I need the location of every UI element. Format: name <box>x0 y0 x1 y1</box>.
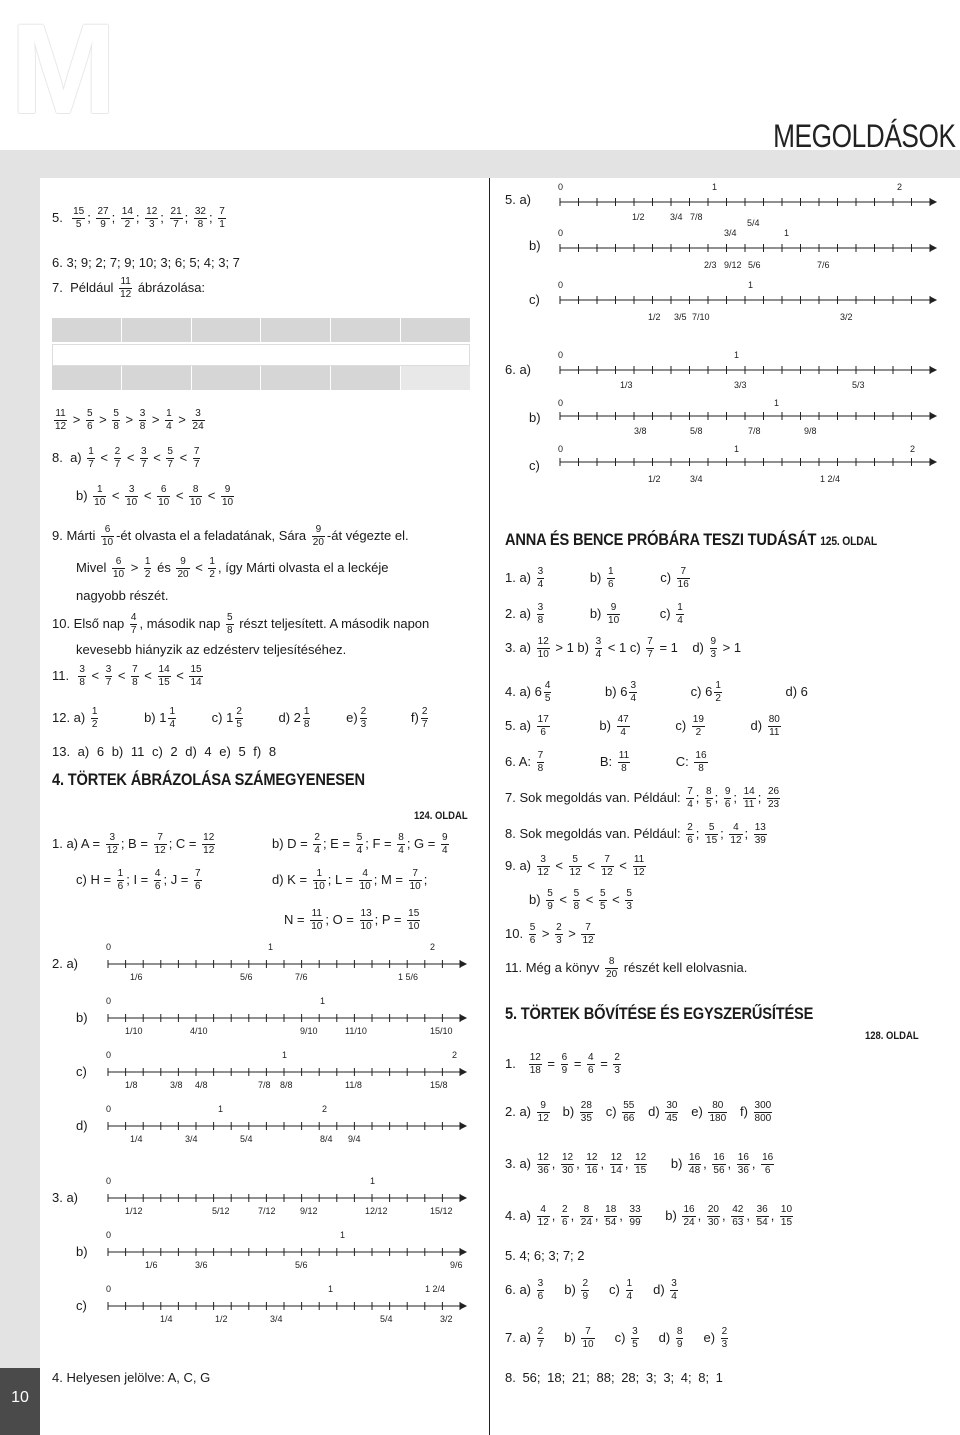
svg-text:9/12: 9/12 <box>724 260 742 270</box>
svg-text:1/2: 1/2 <box>648 474 661 484</box>
svg-text:7/6: 7/6 <box>295 972 308 982</box>
number-line-5a <box>558 182 936 228</box>
r5c-label: c) <box>529 292 540 307</box>
svg-text:3/4: 3/4 <box>690 474 703 484</box>
section-5-title: 5. TÖRTEK BŐVÍTÉSE ÉS EGYSZERŰSÍTÉSE <box>505 1004 814 1023</box>
svg-text:9/12: 9/12 <box>300 1206 318 1216</box>
b-answer-5: 5. 4; 6; 3; 7; 2 <box>505 1248 585 1263</box>
answer-6: 6. 3; 9; 2; 7; 9; 10; 3; 6; 5; 4; 3; 7 <box>52 255 240 270</box>
r6c-label: c) <box>529 458 540 473</box>
svg-text:3/5: 3/5 <box>674 312 687 322</box>
b-answer-1: 1. $\frac{12}{18}$ = $\frac{6}{9}$ = $\frac{4}{6}$ = $\frac{2}{3}$ <box>505 1052 620 1076</box>
svg-text:5/8: 5/8 <box>690 426 703 436</box>
svg-text:1: 1 <box>734 350 740 360</box>
svg-text:1: 1 <box>218 1104 224 1114</box>
svg-text:1/4: 1/4 <box>130 1134 143 1144</box>
svg-text:1/6: 1/6 <box>145 1260 158 1270</box>
page-number: 10 <box>0 1368 40 1435</box>
answer-9-tail: nagyobb részét. <box>76 588 169 603</box>
svg-text:3/3: 3/3 <box>734 380 747 390</box>
svg-text:1/2: 1/2 <box>648 312 661 322</box>
fraction: $\frac{21}{7}$ <box>170 206 182 230</box>
fraction: $\frac{32}{8}$ <box>194 206 206 230</box>
svg-text:5/12: 5/12 <box>212 1206 230 1216</box>
svg-text:1: 1 <box>340 1230 346 1240</box>
svg-text:0: 0 <box>558 228 564 238</box>
svg-text:1 5/6: 1 5/6 <box>398 972 419 982</box>
svg-text:8/4: 8/4 <box>320 1134 333 1144</box>
svg-text:0: 0 <box>106 942 112 952</box>
left-number-lines <box>100 940 480 1360</box>
svg-text:1/10: 1/10 <box>125 1026 143 1036</box>
svg-text:1: 1 <box>712 182 718 192</box>
anna-bence-title: ANNA ÉS BENCE PRÓBÁRA TESZI TUDÁSÁT 125. OLDAL <box>505 530 877 549</box>
svg-text:1/2: 1/2 <box>632 212 645 222</box>
svg-text:2: 2 <box>430 942 436 952</box>
number-line-6c <box>558 444 936 484</box>
number-line-2c <box>106 1050 466 1090</box>
svg-text:0: 0 <box>558 444 564 454</box>
answer-7: 7. Például $\frac{11}{12}$ ábrázolása: <box>52 276 206 300</box>
svg-text:3/4: 3/4 <box>270 1314 283 1324</box>
svg-text:0: 0 <box>106 996 112 1006</box>
svg-text:9/4: 9/4 <box>348 1134 361 1144</box>
svg-text:5/4: 5/4 <box>240 1134 253 1144</box>
svg-text:3/8: 3/8 <box>634 426 647 436</box>
grid-12-blocks <box>52 318 470 390</box>
svg-text:3/4: 3/4 <box>724 228 737 238</box>
big-letter-m: M <box>10 0 117 141</box>
fraction: $\frac{27}{9}$ <box>97 206 109 230</box>
number-line-2d <box>106 1104 466 1144</box>
svg-text:1 2/4: 1 2/4 <box>820 474 841 484</box>
answer-11: 11. $\frac{3}{8}$ < $\frac{3}{7}$ < $\frac{7}{8}$ < $\frac{14}{15}$ < $\frac{15}{14}$ <box>52 664 202 688</box>
svg-text:5/6: 5/6 <box>295 1260 308 1270</box>
svg-text:5/4: 5/4 <box>747 218 760 228</box>
svg-text:2: 2 <box>910 444 916 454</box>
r6a-label: 6. a) <box>505 362 532 377</box>
svg-text:0: 0 <box>558 398 564 408</box>
s4-answer-1b: b) D = $\frac{2}{4}$ ; E = $\frac{5}{4}$ ; F = $\frac{8}{4}$ ; G = $\frac{9}{4}$ <box>272 832 448 856</box>
s4-2d-label: d) <box>76 1118 88 1133</box>
svg-text:0: 0 <box>106 1050 112 1060</box>
answer-10: 10. Első nap $\frac{4}{7}$ , második nap $\frac{5}{8}$ részt teljesített. A második napon <box>52 612 430 636</box>
svg-text:1/3: 1/3 <box>620 380 633 390</box>
b-answer-4: 4. a) $\frac{4}{12}$ , $\frac{2}{6}$ , $\frac{8}{24}$ , $\frac{18}{54}$ , $\frac{33}{99}$ b) $\frac{16}{24}$ , $\frac{20}{30}$ , $\frac{42}{63}$ , $\frac{36}{54}$ , $\frac{10}{15}$ <box>505 1204 793 1228</box>
number-line-6b <box>558 398 936 436</box>
a-answer-8: 8. Sok megoldás van. Például: $\frac{2}{6}$ ; $\frac{5}{15}$ ; $\frac{4}{12}$ ; $\frac{13}{39}$ <box>505 822 766 846</box>
s4-answer-4: 4. Helyesen jelölve: A, C, G <box>52 1370 211 1385</box>
svg-text:1: 1 <box>748 280 754 290</box>
a-answer-9b: b) $\frac{5}{9}$ < $\frac{5}{8}$ < $\frac{5}{5}$ < $\frac{5}{3}$ <box>529 888 632 912</box>
svg-text:1 2/4: 1 2/4 <box>425 1284 446 1294</box>
svg-text:0: 0 <box>106 1176 112 1186</box>
svg-text:7/12: 7/12 <box>258 1206 276 1216</box>
section-4-page-ref: 124. OLDAL <box>414 810 468 822</box>
svg-text:5/3: 5/3 <box>852 380 865 390</box>
s4-2b-label: b) <box>76 1010 88 1025</box>
s4-answer-1c: c) H = $\frac{1}{6}$ ; I = $\frac{4}{6}$ ; J = $\frac{7}{6}$ <box>76 868 201 892</box>
svg-text:0: 0 <box>558 182 564 192</box>
svg-text:5/6: 5/6 <box>748 260 761 270</box>
svg-text:3/4: 3/4 <box>185 1134 198 1144</box>
a-answer-6: 6. A: $\frac{7}{8}$ B: $\frac{11}{8}$ C: $\frac{16}{8}$ <box>505 750 707 774</box>
svg-text:11/10: 11/10 <box>345 1026 367 1036</box>
b-answer-7: 7. a) $\frac{2}{7}$ b) $\frac{7}{10}$ c) $\frac{3}{5}$ d) $\frac{8}{9}$ e) $\frac{2}{3}$ <box>505 1326 728 1350</box>
column-separator <box>489 178 490 1435</box>
svg-text:7/8: 7/8 <box>690 212 703 222</box>
svg-text:3/4: 3/4 <box>670 212 683 222</box>
b-answer-3: 3. a) $\frac{12}{36}$ , $\frac{12}{30}$ , $\frac{12}{16}$ , $\frac{12}{14}$ , $\frac{12}{15}$ b) $\frac{16}{48}$ , $\frac{16}{56}$ , $\frac{16}{36}$ , $\frac{16}{6}$ <box>505 1152 774 1176</box>
number-line-2a <box>106 942 466 982</box>
svg-text:1/12: 1/12 <box>125 1206 143 1216</box>
answer-9-reason: Mivel $\frac{6}{10}$ > $\frac{1}{2}$ és $\frac{9}{20}$ < $\frac{1}{2}$ , így Márti olvasta el a leckéje <box>76 556 389 580</box>
answer-5: 5. $\frac{15}{5}$ ; $\frac{27}{9}$ ; $\frac{14}{2}$ ; $\frac{12}{3}$ ; $\frac{21}{7}$ ; $\frac{32}{8}$ ; $\frac{7}{1}$ <box>52 206 225 230</box>
a-answer-7: 7. Sok megoldás van. Például: $\frac{7}{4}$ ; $\frac{8}{5}$ ; $\frac{9}{6}$ ; $\frac{14}{11}$ ; $\frac{26}{23}$ <box>505 786 780 810</box>
a-answer-3: 3. a) $\frac{12}{10}$ > 1 b) $\frac{3}{4}$ < 1 c) $\frac{7}{7}$ = 1 d) $\frac{9}{3}$ > 1 <box>505 636 742 660</box>
s4-3b-label: b) <box>76 1244 88 1259</box>
svg-text:3/8: 3/8 <box>170 1080 183 1090</box>
right-number-lines <box>552 180 947 500</box>
svg-text:4/10: 4/10 <box>190 1026 208 1036</box>
svg-text:1: 1 <box>784 228 790 238</box>
b-answer-2: 2. a) $\frac{9}{12}$ b) $\frac{28}{35}$ c) $\frac{55}{66}$ d) $\frac{30}{45}$ e) $\frac{80}{180}$ f) $\frac{300}{800}$ <box>505 1100 772 1124</box>
a-answer-2: 2. a) $\frac{3}{8}$ b) $\frac{9}{10}$ c) $\frac{1}{4}$ <box>505 602 683 626</box>
svg-text:1: 1 <box>282 1050 288 1060</box>
fraction: $\frac{15}{5}$ <box>73 206 85 230</box>
page-title: MEGOLDÁSOK <box>773 118 956 154</box>
svg-text:1/6: 1/6 <box>130 972 143 982</box>
svg-text:3/2: 3/2 <box>440 1314 453 1324</box>
b-answer-6: 6. a) $\frac{3}{6}$ b) $\frac{2}{9}$ c) $\frac{1}{4}$ d) $\frac{3}{4}$ <box>505 1278 677 1302</box>
inequality-chain-1: $\frac{11}{12}$ > $\frac{5}{6}$ > $\frac{5}{8}$ > $\frac{3}{8}$ > $\frac{1}{4}$ > $\frac{3}{24}$ <box>55 408 204 432</box>
answer-13: 13. a) 6 b) 11 c) 2 d) 4 e) 5 f) 8 <box>52 744 277 759</box>
svg-text:0: 0 <box>106 1104 112 1114</box>
number-line-2b <box>106 996 466 1036</box>
a-answer-10: 10. $\frac{5}{6}$ > $\frac{2}{3}$ > $\frac{7}{12}$ <box>505 922 594 946</box>
answer-8a: 8. a) $\frac{1}{7}$ < $\frac{2}{7}$ < $\frac{3}{7}$ < $\frac{5}{7}$ < $\frac{7}{7}$ <box>52 446 200 470</box>
svg-text:1/8: 1/8 <box>125 1080 138 1090</box>
a-answer-1: 1. a) $\frac{3}{4}$ b) $\frac{1}{6}$ c) $\frac{7}{16}$ <box>505 566 689 590</box>
s4-answer-1a: 1. a) A = $\frac{3}{12}$ ; B = $\frac{7}{12}$ ; C = $\frac{12}{12}$ <box>52 832 215 856</box>
answer-10-tail: kevesebb hiányzik az edzésterv teljesítéséhez. <box>76 642 347 657</box>
answer-12: 12. a) $\frac{1}{2}$ b) 1 $\frac{1}{4}$ c) 1 $\frac{2}{5}$ d) 2 $\frac{1}{8}$ e) $\frac{2}{3}$ f) $\frac{2}{7}$ <box>52 706 428 730</box>
s4-2a-label: 2. a) <box>52 956 79 971</box>
svg-text:0: 0 <box>106 1230 112 1240</box>
svg-text:15/10: 15/10 <box>430 1026 453 1036</box>
svg-text:0: 0 <box>558 350 564 360</box>
a-answer-5: 5. a) $\frac{17}{6}$ b) $\frac{47}{4}$ c) $\frac{19}{2}$ d) $\frac{80}{11}$ <box>505 714 780 738</box>
section-5-page-ref: 128. OLDAL <box>865 1030 919 1042</box>
svg-text:0: 0 <box>106 1284 112 1294</box>
svg-text:9/10: 9/10 <box>300 1026 318 1036</box>
svg-text:1: 1 <box>328 1284 334 1294</box>
svg-text:7/8: 7/8 <box>748 426 761 436</box>
svg-text:2: 2 <box>452 1050 458 1060</box>
svg-text:1: 1 <box>734 444 740 454</box>
section-4-title: 4. TÖRTEK ÁBRÁZOLÁSA SZÁMEGYENESEN <box>52 770 365 789</box>
svg-text:12/12: 12/12 <box>365 1206 388 1216</box>
svg-text:9/6: 9/6 <box>450 1260 463 1270</box>
svg-text:1/4: 1/4 <box>160 1314 173 1324</box>
svg-text:2: 2 <box>322 1104 328 1114</box>
svg-text:1: 1 <box>320 996 326 1006</box>
r5b-label: b) <box>529 238 541 253</box>
svg-text:7/6: 7/6 <box>817 260 830 270</box>
svg-text:0: 0 <box>558 280 564 290</box>
a-answer-4: 4. a) 6 $\frac{4}{5}$ b) 6 $\frac{3}{4}$ c) 6 $\frac{1}{2}$ d) 6 <box>505 680 808 704</box>
answer-8b: b) $\frac{1}{10}$ < $\frac{3}{10}$ < $\frac{6}{10}$ < $\frac{8}{10}$ < $\frac{9}{10}$ <box>76 484 234 508</box>
svg-text:3/2: 3/2 <box>840 312 853 322</box>
b-answer-8: 8. 56; 18; 21; 88; 28; 3; 3; 4; 8; 1 <box>505 1370 723 1385</box>
svg-text:7/8: 7/8 <box>258 1080 271 1090</box>
number-line-3b <box>106 1230 466 1270</box>
svg-text:4/8: 4/8 <box>195 1080 208 1090</box>
s4-answer-1n: N = $\frac{11}{10}$ ; O = $\frac{13}{10}$ ; P = $\frac{15}{10}$ <box>284 908 420 932</box>
number-line-6a <box>558 350 936 390</box>
s4-3c-label: c) <box>76 1298 87 1313</box>
answer-9: 9. Márti $\frac{6}{10}$ -ét olvasta el a feladatának, Sára $\frac{9}{20}$ -át végezte el. <box>52 524 409 548</box>
svg-text:7/10: 7/10 <box>692 312 710 322</box>
fraction: $\frac{14}{2}$ <box>121 206 133 230</box>
svg-text:2/3: 2/3 <box>704 260 717 270</box>
svg-text:2: 2 <box>897 182 903 192</box>
r5a-label: 5. a) <box>505 192 532 207</box>
a-answer-9a: 9. a) $\frac{3}{12}$ < $\frac{5}{12}$ < $\frac{7}{12}$ < $\frac{11}{12}$ <box>505 854 645 878</box>
svg-text:3/6: 3/6 <box>195 1260 208 1270</box>
number-line-5b <box>558 228 936 270</box>
svg-text:5/6: 5/6 <box>240 972 253 982</box>
svg-text:5/4: 5/4 <box>380 1314 393 1324</box>
svg-text:9/8: 9/8 <box>804 426 817 436</box>
left-gray-band <box>0 178 40 1435</box>
fraction: $\frac{12}{3}$ <box>146 206 158 230</box>
s4-2c-label: c) <box>76 1064 87 1079</box>
svg-text:15/8: 15/8 <box>430 1080 448 1090</box>
svg-text:8/8: 8/8 <box>280 1080 293 1090</box>
s4-3a-label: 3. a) <box>52 1190 79 1205</box>
svg-text:11/8: 11/8 <box>345 1080 362 1090</box>
svg-text:1: 1 <box>370 1176 376 1186</box>
s4-answer-1d: d) K = $\frac{1}{10}$ ; L = $\frac{4}{10}$ ; M = $\frac{7}{10}$ ; <box>272 868 428 892</box>
number-line-3c <box>106 1284 466 1324</box>
fraction: $\frac{7}{1}$ <box>219 206 225 230</box>
number-line-5c <box>558 280 936 322</box>
svg-text:1: 1 <box>774 398 780 408</box>
svg-text:15/12: 15/12 <box>430 1206 453 1216</box>
svg-text:1/2: 1/2 <box>215 1314 228 1324</box>
number-line-3a <box>106 1176 466 1216</box>
r6b-label: b) <box>529 410 541 425</box>
a-answer-11: 11. Még a könyv $\frac{8}{20}$ részét kell elolvasnia. <box>505 956 748 980</box>
svg-text:1: 1 <box>268 942 274 952</box>
